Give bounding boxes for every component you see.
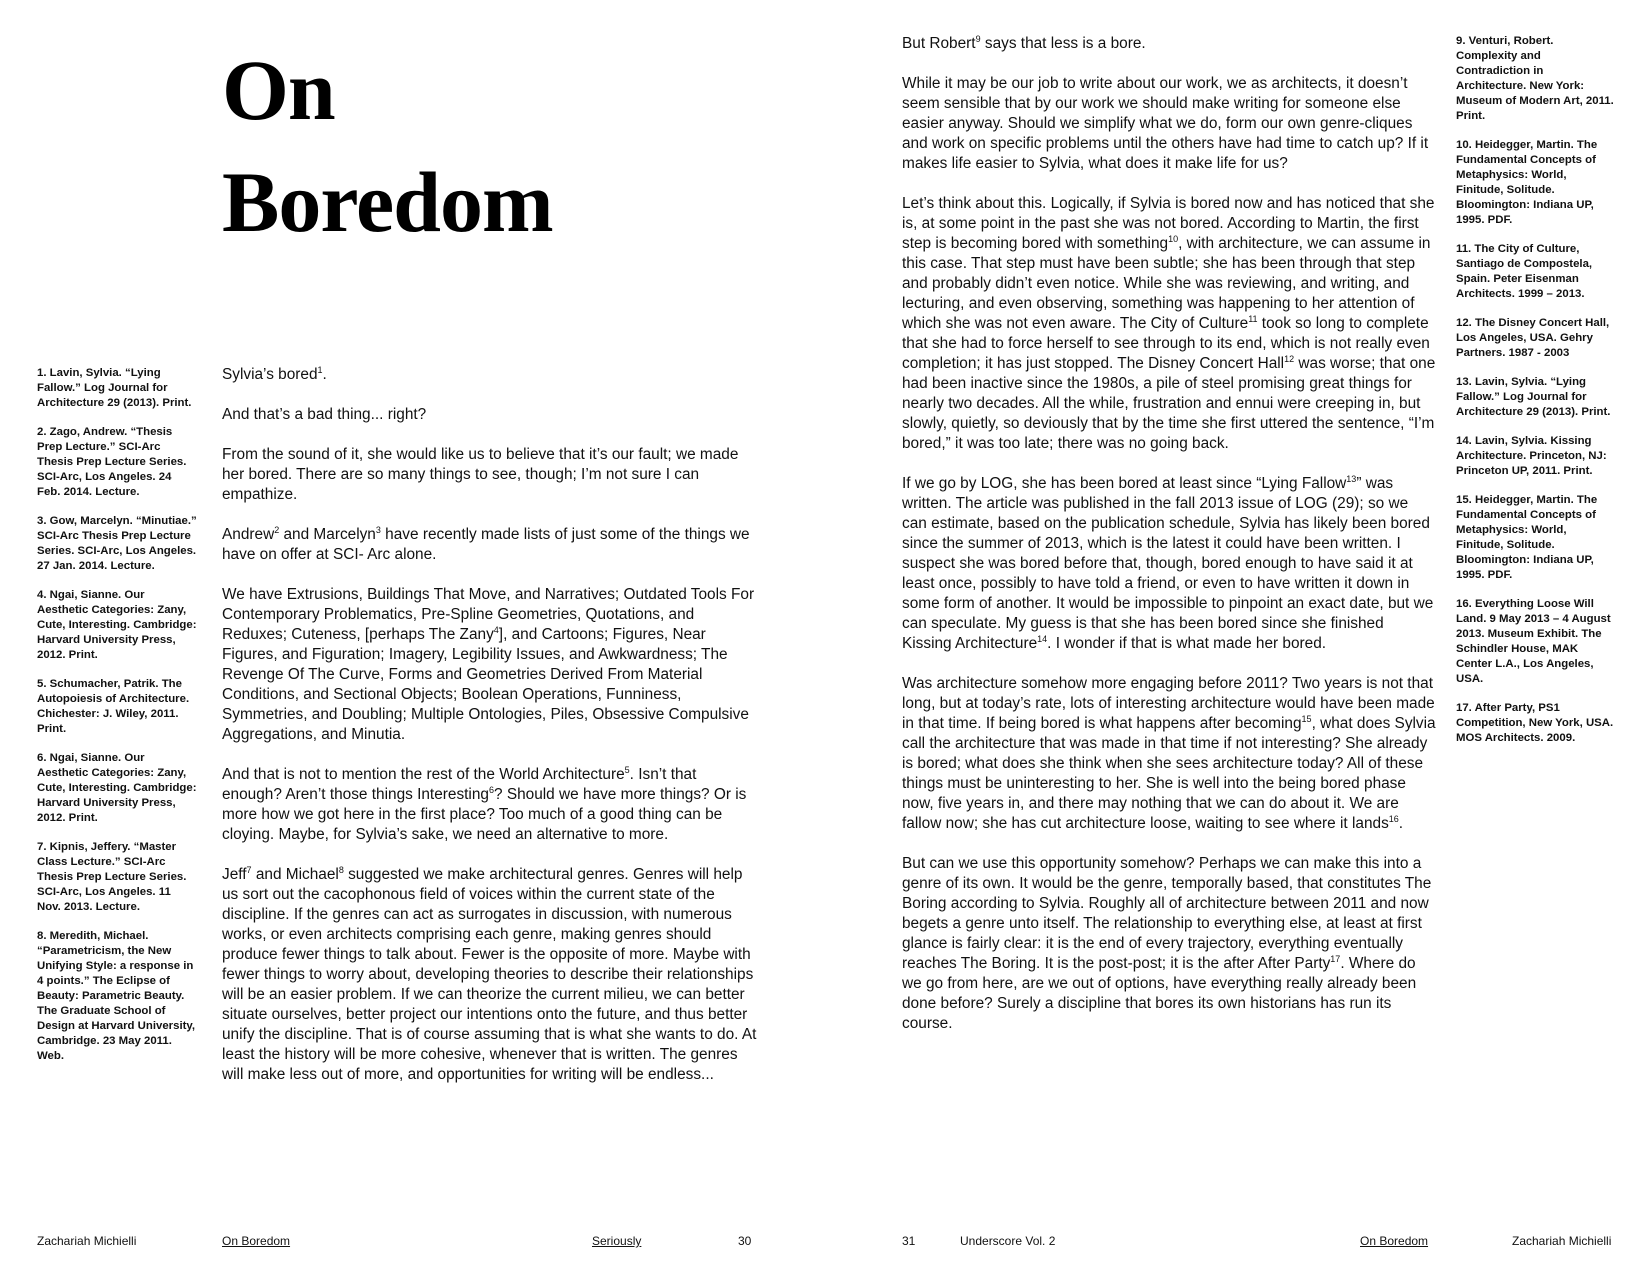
footnote-ref: 3 bbox=[375, 525, 381, 535]
paragraph: If we go by LOG, she has been bored at least since “Lying Fallow$^{13}$” was written. The article was published in the fall 2013 issue of LOG (29); so we can estimate, based on the publication schedule, Sylvia has likely been bored since the summer of 2013, which is the latest it could have been written. I suspect she was bored before that, though, bored enough to have said it at least once, possibly to have told a friend, or even to have written it down in some form of another. It would be impossible to pinpoint an exact date, but we can speculate. My guess is that she has been bored since she finished Kissing Architecture$^{14}$. I wonder if that is what made her bored. bbox=[902, 474, 1434, 652]
footnote-ref: 15 bbox=[1301, 714, 1312, 724]
footnote: 5. Schumacher, Patrik. The Autopoiesis of Architecture. Chichester: J. Wiley, 2011. Print. bbox=[37, 678, 190, 735]
footnote: 7. Kipnis, Jeffery. “Master Class Lecture.” SCI-Arc Thesis Prep Lecture Series. SCI-Arc, Los Angeles. 11 Nov. 2013. Lecture. bbox=[37, 841, 187, 913]
footnote-ref: 14 bbox=[1037, 634, 1048, 644]
footnote-ref: 11 bbox=[1248, 314, 1258, 324]
paragraph: Let’s think about this. Logically, if Sylvia is bored now and has noticed that she is, at some point in the past she was not bored. According to Martin, the first step is becoming bored with something$^{10}$, with architecture, we can assume in this case. That step must have been subtle; she has been through that step and probably didn’t even notice. While she was reviewing, and writing, and lecturing, and even observing, something was happening to her attention of which she was not even aware. The City of Culture$^{11}$ took so long to complete that she had to force herself to see through to its end, which is not really even completion; it has just stopped. The Disney Concert Hall$^{12}$ was worse; that one had been inactive since the 1980s, a pile of steel promising great things for nearly two decades. All the while, frustration and ennui were creeping in, but slowly, quietly, so deviously that by the time she first uttered the sentence, “I’m bored,” it was too late; there was no going back. bbox=[902, 195, 1436, 452]
footnote: 10. Heidegger, Martin. The Fundamental Concepts of Metaphysics: World, Finitude, Solitude. Bloomington: Indiana UP, 1995. PDF. bbox=[1456, 139, 1598, 226]
paragraph: From the sound of it, she would like us to believe that it’s our fault; we made her bored. There are so many things to see, though; I’m not sure I can empathize. bbox=[222, 446, 739, 503]
paragraph: Sylvia’s bored$^1$. bbox=[222, 365, 327, 383]
footnote-ref: 12 bbox=[1284, 354, 1295, 364]
right-body-column bbox=[902, 34, 1437, 1054]
footnote: 3. Gow, Marcelyn. “Minutiae.” SCI-Arc Thesis Prep Lecture Series. SCI-Arc, Los Angeles. 27 Jan. 2014. Lecture. bbox=[37, 515, 197, 572]
footnote: 13. Lavin, Sylvia. “Lying Fallow.” Log Journal for Architecture 29 (2013). Print. bbox=[1456, 376, 1611, 418]
footnote: 8. Meredith, Michael. “Parametricism, the New Unifying Style: a response in 4 points.” The Eclipse of Beauty: Parametric Beauty. The Graduate School of Design at Harvard University, Cambridge. 23 May 2011. Web. bbox=[37, 930, 196, 1062]
footer-title-right: On Boredom bbox=[1360, 1234, 1429, 1248]
footnote: 9. Venturi, Robert. Complexity and Contradiction in Architecture. New York: Museum of Modern Art, 2011. Print. bbox=[1456, 35, 1614, 122]
footnote-ref: 1 bbox=[317, 365, 323, 375]
paragraph: While it may be our job to write about our work, we as architects, it doesn’t seem sensible that by our work we should make writing for someone else easier anyway. Should we simplify what we do, form our own genre-cliques and work on specific problems until the others have had time to catch up? If it makes life easier to Sylvia, what does it make life for us? bbox=[902, 75, 1429, 172]
paragraph: And that’s a bad thing... right? bbox=[222, 406, 427, 423]
footnote: 11. The City of Culture, Santiago de Compostela, Spain. Peter Eisenman Architects. 1999 – 2013. bbox=[1456, 243, 1593, 300]
footnote-ref: 5 bbox=[624, 765, 630, 775]
paragraph: Jeff$^7$ and Michael$^8$ suggested we make architectural genres. Genres will help us sort out the cacophonous field of voices within the current state of the discipline. If the genres can act as surrogates in discussion, with numerous works, or even architects comprising each genre, making genres should produce fewer things to talk about. Fewer is the opposite of more. Maybe with fewer things to worry about, developing theories to describe their relationships will be an easier problem. If we can theorize the current milieu, we can better situate ourselves, better project our intentions onto the future, and thus better unify the discipline. That is of course assuming that is what she wants to do. At least the history will be more cohesive, whenever that is written. The genres will make less out of more, and opportunities for writing will be endless... bbox=[222, 865, 757, 1083]
footnote-ref: 9 bbox=[975, 34, 981, 44]
paragraph: Andrew$^2$ and Marcelyn$^3$ have recently made lists of just some of the things we have on offer at SCI- Arc alone. bbox=[222, 525, 750, 563]
left-body-column bbox=[222, 365, 757, 1105]
footnote: 2. Zago, Andrew. “Thesis Prep Lecture.” SCI-Arc Thesis Prep Lecture Series. SCI-Arc, Los Angeles. 24 Feb. 2014. Lecture. bbox=[37, 426, 187, 498]
left-footnotes bbox=[37, 366, 197, 1078]
title-line-1: On bbox=[222, 42, 335, 138]
footer-journal: Underscore Vol. 2 bbox=[960, 1234, 1056, 1248]
paragraph: We have Extrusions, Buildings That Move, and Narratives; Outdated Tools For Contemporary Problematics, Pre-Spline Geometries, Quotations, and Reduxes; Cuteness, [perhaps The Zany$^4$], and Cartoons; Figures, Near Figures, and Figuration; Imagery, Legibility Issues, and Awkwardness; The Revenge Of The Curve, Forms and Geometries Derived From Material Conditions, and Sectional Objects; Boolean Operations, Funniness, Symmetries, and Doubling; Multiple Ontologies, Piles, Obsessive Compulsive Aggregations, and Minutia. bbox=[222, 586, 755, 743]
paragraph: But can we use this opportunity somehow? Perhaps we can make this into a genre of its own. It would be the genre, temporally based, that constitutes The Boring according to Sylvia. Roughly all of architecture between 2011 and now begets a genre unto itself. The relationship to everything else, at least at first glance is fairly clear: it is the end of every trajectory, everything eventually reaches The Boring. It is the post-post; it is the after After Party$^{17}$. Where do we go from here, are we out of options, have everything really already been done before? Surely a discipline that bores its own historians has run its course. bbox=[902, 855, 1432, 1032]
footnote: 16. Everything Loose Will Land. 9 May 2013 – 4 August 2013. Museum Exhibit. The Schindler House, MAK Center L.A., Los Angeles, USA. bbox=[1456, 598, 1611, 685]
paragraph: And that is not to mention the rest of the World Architecture$^5$. Isn’t that enough? Aren’t those things Interesting$^6$? Should we have more things? Or is more how we got here in the first place? Too much of a good thing can be cloying. Maybe, for Sylvia’s sake, we need an alternative to more. bbox=[222, 765, 747, 843]
footer-author-left: Zachariah Michielli bbox=[37, 1234, 137, 1248]
footnote-ref: 17 bbox=[1330, 954, 1341, 964]
footnote-ref: 8 bbox=[338, 865, 344, 875]
paragraph: Was architecture somehow more engaging before 2011? Two years is not that long, but at today’s rate, lots of interesting architecture would have been made in that time. If being bored is what happens after becoming$^{15}$, what does Sylvia call the architecture that was made in that time if not interesting? She already is bored; what does she think when she sees architecture today? All of these things must be uninteresting to her. She is well into the being bored phase now, five years in, and there may nothing that we can do about it. We are fallow now; she has cut architecture loose, waiting to see where it lands$^{16}$. bbox=[902, 675, 1436, 832]
article-title bbox=[222, 34, 553, 258]
footer-page-right: 31 bbox=[902, 1234, 916, 1248]
footer-title-left: On Boredom bbox=[222, 1234, 291, 1248]
paragraph: But Robert$^9$ says that less is a bore. bbox=[902, 34, 1146, 52]
footnote: 1. Lavin, Sylvia. “Lying Fallow.” Log Journal for Architecture 29 (2013). Print. bbox=[37, 367, 192, 409]
footnote-ref: 16 bbox=[1388, 814, 1399, 824]
footnote: 12. The Disney Concert Hall, Los Angeles, USA. Gehry Partners. 1987 - 2003 bbox=[1456, 317, 1610, 359]
footnote: 4. Ngai, Sianne. Our Aesthetic Categories: Zany, Cute, Interesting. Cambridge: Harvard University Press, 2012. Print. bbox=[37, 589, 197, 661]
footnote: 14. Lavin, Sylvia. Kissing Architecture. Princeton, NJ: Princeton UP, 2011. Print. bbox=[1456, 435, 1607, 477]
footnote-ref: 7 bbox=[246, 865, 252, 875]
footnote-ref: 6 bbox=[488, 785, 494, 795]
footnote: 17. After Party, PS1 Competition, New York, USA. MOS Architects. 2009. bbox=[1456, 702, 1614, 744]
footnote-ref: 10 bbox=[1168, 234, 1179, 244]
footnote-ref: 2 bbox=[274, 525, 280, 535]
footer-author-right: Zachariah Michielli bbox=[1512, 1234, 1612, 1248]
footer-section: Seriously bbox=[592, 1234, 642, 1248]
title-line-2: Boredom bbox=[222, 154, 553, 250]
footnote-ref: 4 bbox=[493, 625, 499, 635]
footer-page-left: 30 bbox=[738, 1234, 752, 1248]
footnote: 15. Heidegger, Martin. The Fundamental Concepts of Metaphysics: World, Finitude, Solitude. Bloomington: Indiana UP, 1995. PDF. bbox=[1456, 494, 1598, 581]
right-footnotes bbox=[1456, 34, 1614, 760]
footnote-ref: 13 bbox=[1346, 474, 1357, 484]
footnote: 6. Ngai, Sianne. Our Aesthetic Categories: Zany, Cute, Interesting. Cambridge: Harvard University Press, 2012. Print. bbox=[37, 752, 197, 824]
